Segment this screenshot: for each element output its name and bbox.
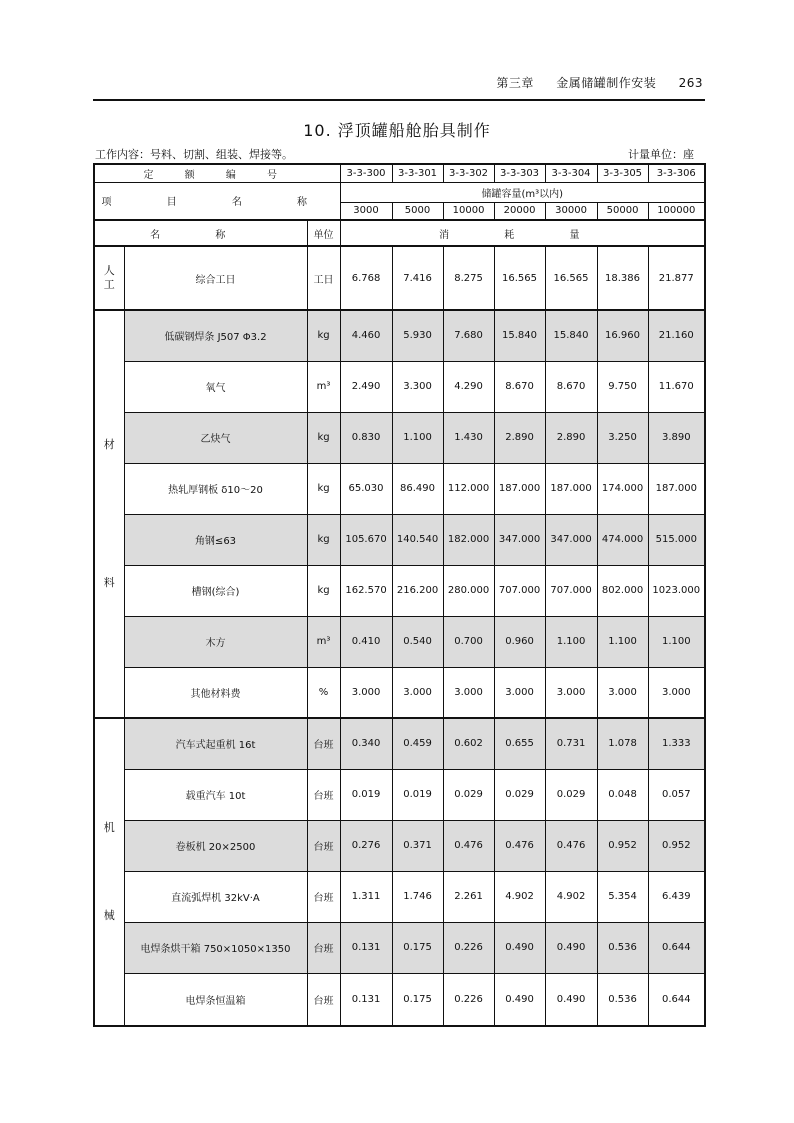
row-name: 木方	[124, 616, 307, 667]
row-unit: 台班	[307, 973, 340, 1026]
value-cell: 3.000	[648, 667, 705, 718]
code-cell: 3-3-301	[392, 164, 443, 182]
page-title: 10. 浮顶罐船舱胎具制作	[303, 121, 491, 140]
value-cell: 5.354	[597, 871, 648, 922]
value-cell: 0.029	[443, 769, 494, 820]
row-unit: %	[307, 667, 340, 718]
table-row	[94, 871, 705, 922]
value-cell: 802.000	[597, 565, 648, 616]
value-cell: 1.100	[597, 616, 648, 667]
value-cell: 0.029	[545, 769, 597, 820]
value-cell: 0.700	[443, 616, 494, 667]
value-cell: 0.490	[494, 973, 545, 1026]
value-cell: 4.460	[340, 310, 392, 361]
value-cell: 4.902	[545, 871, 597, 922]
value-cell: 8.670	[545, 361, 597, 412]
table-row	[94, 463, 705, 514]
value-cell: 707.000	[494, 565, 545, 616]
value-cell: 0.540	[392, 616, 443, 667]
value-cell: 3.000	[392, 667, 443, 718]
value-cell: 2.261	[443, 871, 494, 922]
category-material: 材 料	[94, 310, 124, 718]
value-cell: 112.000	[443, 463, 494, 514]
value-cell: 515.000	[648, 514, 705, 565]
header-rule	[93, 99, 705, 101]
value-cell: 18.386	[597, 246, 648, 310]
value-cell: 0.960	[494, 616, 545, 667]
value-cell: 174.000	[597, 463, 648, 514]
table-row	[94, 769, 705, 820]
row-unit: kg	[307, 565, 340, 616]
row-unit: kg	[307, 463, 340, 514]
measurement-unit: 计量单位：座	[628, 148, 694, 161]
value-cell: 0.476	[494, 820, 545, 871]
row-name: 乙炔气	[124, 412, 307, 463]
value-cell: 3.000	[494, 667, 545, 718]
row-name: 载重汽车 10t	[124, 769, 307, 820]
table-row	[94, 514, 705, 565]
value-cell: 0.276	[340, 820, 392, 871]
value-cell: 0.410	[340, 616, 392, 667]
value-cell: 11.670	[648, 361, 705, 412]
value-cell: 1023.000	[648, 565, 705, 616]
table-row	[94, 616, 705, 667]
table-row	[94, 565, 705, 616]
value-cell: 0.644	[648, 973, 705, 1026]
chapter-label: 第三章	[496, 76, 534, 90]
table-row	[94, 310, 705, 361]
value-cell: 4.290	[443, 361, 494, 412]
value-cell: 21.160	[648, 310, 705, 361]
value-cell: 0.175	[392, 973, 443, 1026]
table-row	[94, 922, 705, 973]
value-cell: 6.439	[648, 871, 705, 922]
value-cell: 0.952	[648, 820, 705, 871]
capacity-cell: 30000	[545, 202, 597, 220]
value-cell: 16.565	[545, 246, 597, 310]
value-cell: 7.416	[392, 246, 443, 310]
category-labor: 人 工	[94, 246, 124, 310]
page-header	[496, 74, 703, 91]
value-cell: 187.000	[545, 463, 597, 514]
value-cell: 86.490	[392, 463, 443, 514]
value-cell: 3.000	[340, 667, 392, 718]
value-cell: 0.476	[443, 820, 494, 871]
value-cell: 21.877	[648, 246, 705, 310]
value-cell: 0.490	[545, 922, 597, 973]
row-unit: kg	[307, 412, 340, 463]
table-row	[94, 820, 705, 871]
value-cell: 140.540	[392, 514, 443, 565]
row-name: 汽车式起重机 16t	[124, 718, 307, 769]
value-cell: 4.902	[494, 871, 545, 922]
row-name: 槽钢(综合)	[124, 565, 307, 616]
value-cell: 0.175	[392, 922, 443, 973]
value-cell: 707.000	[545, 565, 597, 616]
row-unit: 台班	[307, 922, 340, 973]
page-number: 263	[678, 76, 703, 90]
value-cell: 0.048	[597, 769, 648, 820]
row-name: 低碳钢焊条 J507 Φ3.2	[124, 310, 307, 361]
value-cell: 65.030	[340, 463, 392, 514]
value-cell: 1.311	[340, 871, 392, 922]
value-cell: 0.226	[443, 922, 494, 973]
capacity-cell: 5000	[392, 202, 443, 220]
capacity-cell: 100000	[648, 202, 705, 220]
value-cell: 0.490	[545, 973, 597, 1026]
value-cell: 187.000	[494, 463, 545, 514]
table-row	[94, 718, 705, 769]
value-cell: 162.570	[340, 565, 392, 616]
row-unit: kg	[307, 310, 340, 361]
value-cell: 0.731	[545, 718, 597, 769]
code-cell: 3-3-306	[648, 164, 705, 182]
row-name: 角钢≤63	[124, 514, 307, 565]
value-cell: 3.300	[392, 361, 443, 412]
value-cell: 7.680	[443, 310, 494, 361]
row-unit: 台班	[307, 820, 340, 871]
value-cell: 2.890	[545, 412, 597, 463]
capacity-cell: 10000	[443, 202, 494, 220]
category-machine: 机 械	[94, 718, 124, 1026]
capacity-cell: 3000	[340, 202, 392, 220]
code-cell: 3-3-305	[597, 164, 648, 182]
value-cell: 15.840	[494, 310, 545, 361]
value-cell: 3.000	[597, 667, 648, 718]
row-name: 电焊条烘干箱 750×1050×1350	[124, 922, 307, 973]
value-cell: 0.655	[494, 718, 545, 769]
consumption-label: 消 耗 量	[340, 220, 705, 246]
value-cell: 0.459	[392, 718, 443, 769]
value-cell: 474.000	[597, 514, 648, 565]
value-cell: 347.000	[545, 514, 597, 565]
row-name: 直流弧焊机 32kV·A	[124, 871, 307, 922]
value-cell: 0.340	[340, 718, 392, 769]
value-cell: 1.100	[648, 616, 705, 667]
code-cell: 3-3-302	[443, 164, 494, 182]
row-unit: m³	[307, 616, 340, 667]
value-cell: 1.333	[648, 718, 705, 769]
value-cell: 187.000	[648, 463, 705, 514]
value-cell: 8.670	[494, 361, 545, 412]
row-name: 卷板机 20×2500	[124, 820, 307, 871]
work-content: 工作内容：号料、切割、组装、焊接等。	[95, 148, 293, 161]
quota-table	[93, 163, 706, 1027]
row-name: 其他材料费	[124, 667, 307, 718]
value-cell: 347.000	[494, 514, 545, 565]
capacity-cell: 50000	[597, 202, 648, 220]
value-cell: 0.536	[597, 922, 648, 973]
value-cell: 0.131	[340, 973, 392, 1026]
table-row	[94, 973, 705, 1026]
value-cell: 1.100	[545, 616, 597, 667]
value-cell: 280.000	[443, 565, 494, 616]
row-unit: kg	[307, 514, 340, 565]
code-cell: 3-3-304	[545, 164, 597, 182]
row-name: 氧气	[124, 361, 307, 412]
row-unit: 台班	[307, 718, 340, 769]
value-cell: 0.490	[494, 922, 545, 973]
value-cell: 2.890	[494, 412, 545, 463]
value-cell: 0.019	[340, 769, 392, 820]
name-column-label: 名 称	[94, 220, 307, 246]
table-row	[94, 667, 705, 718]
value-cell: 9.750	[597, 361, 648, 412]
unit-column-label: 单位	[307, 220, 340, 246]
value-cell: 0.830	[340, 412, 392, 463]
row-unit: 工日	[307, 246, 340, 310]
value-cell: 0.226	[443, 973, 494, 1026]
value-cell: 3.000	[545, 667, 597, 718]
table-row	[94, 412, 705, 463]
value-cell: 1.430	[443, 412, 494, 463]
value-cell: 5.930	[392, 310, 443, 361]
quota-code-label: 定 额 编 号	[94, 164, 340, 182]
row-unit: 台班	[307, 769, 340, 820]
value-cell: 0.602	[443, 718, 494, 769]
section-label: 金属储罐制作安装	[556, 76, 657, 90]
code-cell: 3-3-303	[494, 164, 545, 182]
value-cell: 15.840	[545, 310, 597, 361]
item-name-label: 项 目 名 称	[94, 182, 340, 220]
value-cell: 1.746	[392, 871, 443, 922]
value-cell: 8.275	[443, 246, 494, 310]
value-cell: 3.250	[597, 412, 648, 463]
table-row	[94, 246, 705, 310]
value-cell: 0.371	[392, 820, 443, 871]
capacity-label: 储罐容量(m³以内)	[340, 182, 705, 202]
value-cell: 16.960	[597, 310, 648, 361]
value-cell: 2.490	[340, 361, 392, 412]
row-name: 电焊条恒温箱	[124, 973, 307, 1026]
value-cell: 0.476	[545, 820, 597, 871]
value-cell: 0.536	[597, 973, 648, 1026]
capacity-cell: 20000	[494, 202, 545, 220]
value-cell: 1.078	[597, 718, 648, 769]
table-row	[94, 361, 705, 412]
value-cell: 216.200	[392, 565, 443, 616]
value-cell: 105.670	[340, 514, 392, 565]
value-cell: 0.057	[648, 769, 705, 820]
value-cell: 182.000	[443, 514, 494, 565]
value-cell: 1.100	[392, 412, 443, 463]
value-cell: 6.768	[340, 246, 392, 310]
value-cell: 16.565	[494, 246, 545, 310]
value-cell: 0.644	[648, 922, 705, 973]
value-cell: 0.029	[494, 769, 545, 820]
value-cell: 0.019	[392, 769, 443, 820]
value-cell: 3.000	[443, 667, 494, 718]
code-cell: 3-3-300	[340, 164, 392, 182]
row-unit: 台班	[307, 871, 340, 922]
row-name: 热轧厚钢板 δ10～20	[124, 463, 307, 514]
row-unit: m³	[307, 361, 340, 412]
value-cell: 0.131	[340, 922, 392, 973]
row-name: 综合工日	[124, 246, 307, 310]
value-cell: 0.952	[597, 820, 648, 871]
value-cell: 3.890	[648, 412, 705, 463]
